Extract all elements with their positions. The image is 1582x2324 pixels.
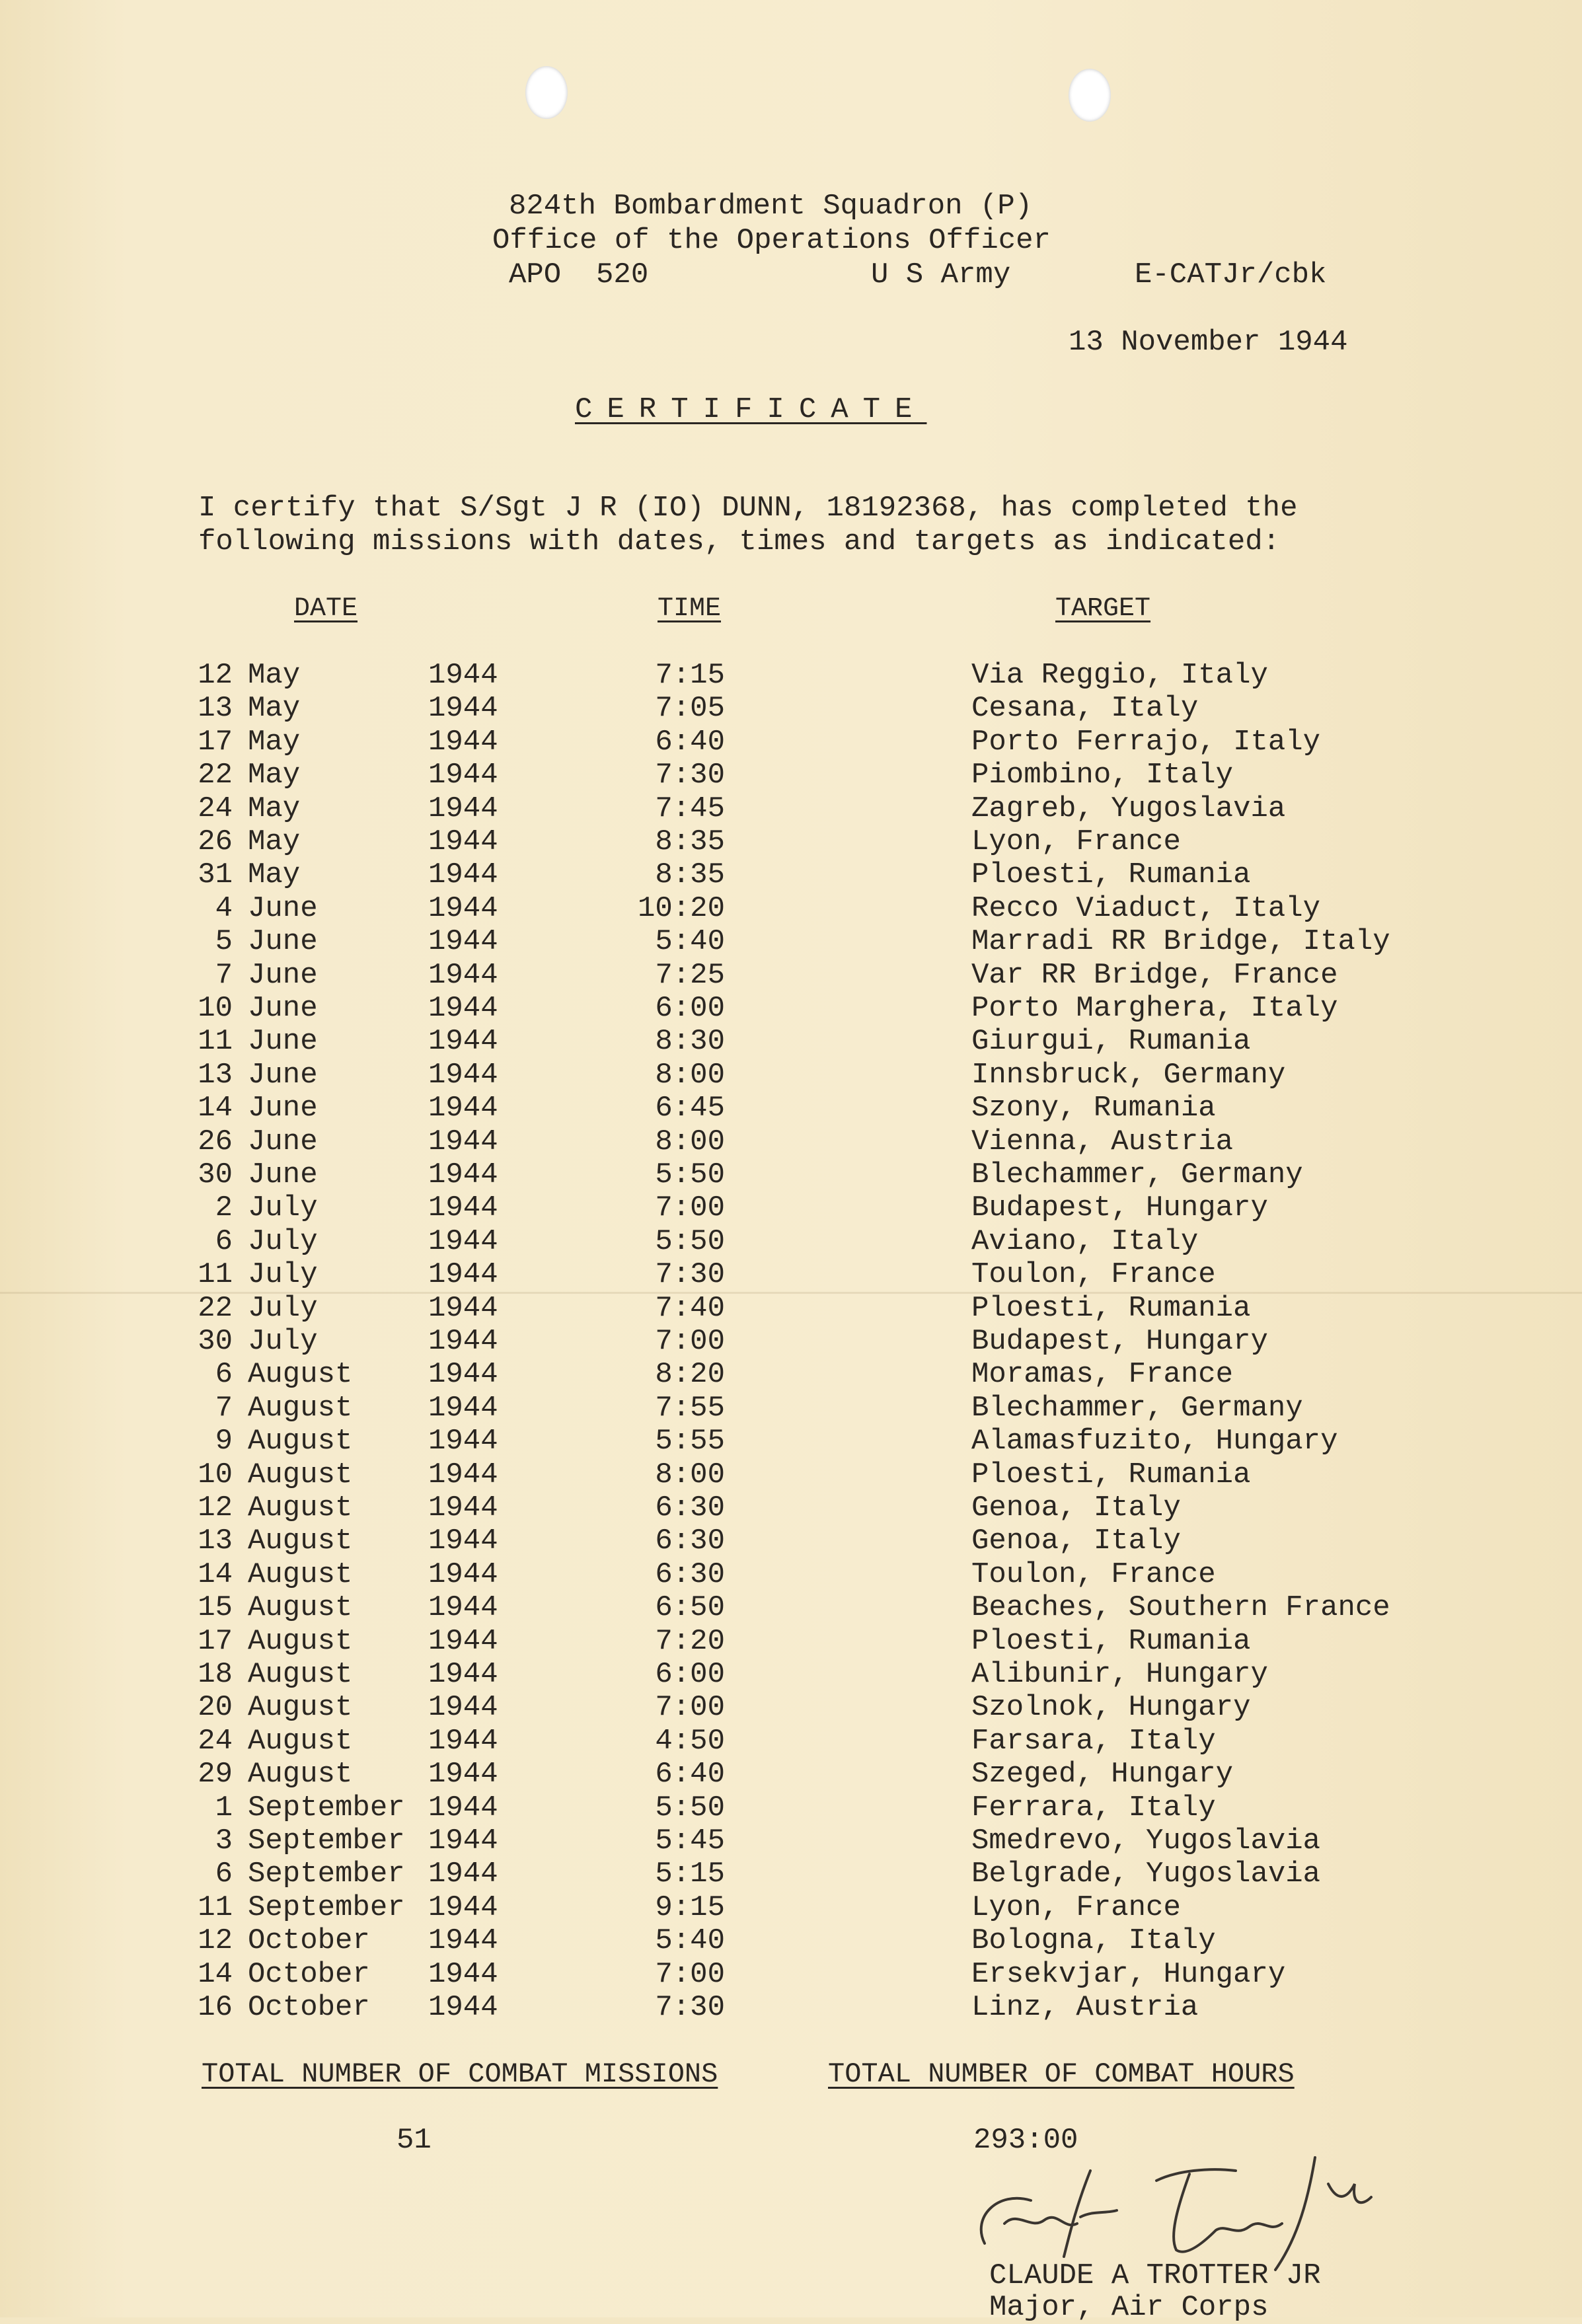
mission-day: 10 [198,992,233,1025]
signer-name: CLAUDE A TROTTER JR [989,2259,1321,2292]
mission-month: August [248,1691,353,1724]
mission-day: 30 [198,1325,233,1358]
mission-day: 4 [215,892,233,925]
mission-target: Ploesti, Rumania [971,1625,1251,1658]
mission-day: 13 [198,1524,233,1557]
mission-day: 11 [198,1258,233,1291]
mission-year: 1944 [428,892,498,925]
mission-time: 5:40 [655,925,725,958]
mission-target: Szolnok, Hungary [971,1691,1251,1724]
mission-month: June [248,1025,318,1058]
mission-month: July [248,1191,318,1224]
mission-target: Alibunir, Hungary [971,1658,1268,1691]
mission-month: May [248,792,301,825]
mission-year: 1944 [428,858,498,891]
mission-day: 24 [198,1725,233,1758]
mission-time: 9:15 [655,1891,725,1924]
mission-day: 3 [215,1824,233,1857]
mission-target: Marradi RR Bridge, Italy [971,925,1390,958]
mission-year: 1944 [428,659,498,692]
mission-year: 1944 [428,1225,498,1258]
mission-time: 7:30 [655,1991,725,2024]
mission-day: 16 [198,1991,233,2024]
mission-time: 8:00 [655,1059,725,1092]
mission-month: July [248,1258,318,1291]
mission-year: 1944 [428,1392,498,1425]
mission-year: 1944 [428,992,498,1025]
mission-day: 14 [198,1558,233,1591]
mission-time: 5:40 [655,1924,725,1957]
mission-target: Cesana, Italy [971,692,1199,725]
mission-time: 10:20 [637,892,725,925]
mission-day: 24 [198,792,233,825]
column-header-time: TIME [658,594,722,624]
mission-month: May [248,692,301,725]
office-name: Office of the Operations Officer [492,224,1051,257]
mission-month: June [248,1059,318,1092]
mission-month: May [248,858,301,891]
mission-time: 7:00 [655,1325,725,1358]
mission-time: 8:35 [655,858,725,891]
mission-target: Recco Viaduct, Italy [971,892,1321,925]
mission-day: 29 [198,1758,233,1791]
mission-target: Ersekvjar, Hungary [971,1958,1286,1991]
mission-day: 2 [215,1191,233,1224]
mission-target: Innsbruck, Germany [971,1059,1286,1092]
mission-target: Blechammer, Germany [971,1392,1303,1425]
mission-day: 22 [198,1292,233,1325]
mission-day: 17 [198,1625,233,1658]
mission-day: 7 [215,959,233,992]
mission-year: 1944 [428,1691,498,1724]
mission-year: 1944 [428,759,498,792]
mission-day: 11 [198,1891,233,1924]
mission-day: 7 [215,1392,233,1425]
mission-target: Ferrara, Italy [971,1791,1216,1824]
mission-target: Belgrade, Yugoslavia [971,1857,1321,1891]
mission-month: July [248,1292,318,1325]
mission-year: 1944 [428,1791,498,1824]
mission-day: 1 [215,1791,233,1824]
mission-year: 1944 [428,1758,498,1791]
mission-time: 6:00 [655,1658,725,1691]
mission-target: Moramas, France [971,1358,1234,1391]
mission-target: Genoa, Italy [971,1491,1181,1524]
mission-year: 1944 [428,1191,498,1224]
mission-target: Beaches, Southern France [971,1591,1390,1624]
mission-target: Szeged, Hungary [971,1758,1234,1791]
total-missions-label: TOTAL NUMBER OF COMBAT MISSIONS [202,2058,718,2090]
mission-target: Via Reggio, Italy [971,659,1268,692]
mission-target: Zagreb, Yugoslavia [971,792,1286,825]
mission-day: 6 [215,1857,233,1891]
mission-time: 8:20 [655,1358,725,1391]
mission-month: October [248,1958,370,1991]
mission-time: 6:40 [655,726,725,759]
mission-month: September [248,1791,405,1824]
mission-month: August [248,1758,353,1791]
mission-month: August [248,1358,353,1391]
mission-time: 5:45 [655,1824,725,1857]
mission-day: 15 [198,1591,233,1624]
signer-rank: Major, Air Corps [989,2291,1269,2324]
mission-time: 7:05 [655,692,725,725]
mission-year: 1944 [428,1857,498,1891]
mission-year: 1944 [428,1092,498,1125]
mission-year: 1944 [428,1725,498,1758]
mission-time: 7:00 [655,1191,725,1224]
mission-day: 11 [198,1025,233,1058]
mission-time: 7:25 [655,959,725,992]
mission-target: Ploesti, Rumania [971,858,1251,891]
mission-month: May [248,825,301,858]
mission-time: 6:00 [655,992,725,1025]
mission-time: 4:50 [655,1725,725,1758]
mission-time: 7:40 [655,1292,725,1325]
certification-text: I certify that S/Sgt J R (IO) DUNN, 18192368, has completed the following missions with dates, times and targets as indicated: [198,492,1298,558]
mission-time: 6:45 [655,1092,725,1125]
mission-month: August [248,1392,353,1425]
service-branch: U S Army [871,258,1011,291]
mission-target: Piombino, Italy [971,759,1234,792]
total-hours-value: 293:00 [973,2124,1078,2157]
mission-target: Lyon, France [971,1891,1181,1924]
mission-month: October [248,1924,370,1957]
mission-time: 6:30 [655,1491,725,1524]
mission-target: Szony, Rumania [971,1092,1216,1125]
mission-time: 8:00 [655,1125,725,1158]
mission-month: August [248,1725,353,1758]
mission-month: August [248,1524,353,1557]
mission-day: 18 [198,1658,233,1691]
mission-year: 1944 [428,925,498,958]
mission-month: May [248,726,301,759]
mission-month: September [248,1857,405,1891]
mission-day: 14 [198,1958,233,1991]
mission-month: September [248,1891,405,1924]
mission-target: Linz, Austria [971,1991,1199,2024]
mission-target: Budapest, Hungary [971,1191,1268,1224]
mission-month: May [248,759,301,792]
mission-month: August [248,1591,353,1624]
mission-target: Aviano, Italy [971,1225,1199,1258]
mission-time: 8:30 [655,1025,725,1058]
mission-target: Blechammer, Germany [971,1158,1303,1191]
mission-month: July [248,1225,318,1258]
mission-time: 5:50 [655,1225,725,1258]
mission-time: 6:30 [655,1558,725,1591]
mission-year: 1944 [428,1958,498,1991]
mission-day: 26 [198,1125,233,1158]
mission-month: October [248,1991,370,2024]
mission-day: 12 [198,659,233,692]
mission-time: 7:20 [655,1625,725,1658]
mission-target: Bologna, Italy [971,1924,1216,1957]
mission-target: Alamasfuzito, Hungary [971,1425,1338,1458]
mission-year: 1944 [428,1991,498,2024]
mission-year: 1944 [428,1524,498,1557]
mission-day: 13 [198,692,233,725]
mission-year: 1944 [428,792,498,825]
mission-year: 1944 [428,1625,498,1658]
mission-target: Smedrevo, Yugoslavia [971,1824,1321,1857]
document-title: CERTIFICATE [575,393,927,426]
mission-year: 1944 [428,1891,498,1924]
mission-target: Vienna, Austria [971,1125,1234,1158]
mission-year: 1944 [428,1425,498,1458]
mission-target: Porto Marghera, Italy [971,992,1338,1025]
mission-year: 1944 [428,1924,498,1957]
mission-year: 1944 [428,1059,498,1092]
reference-code: E-CATJr/cbk [1135,258,1327,291]
mission-year: 1944 [428,1358,498,1391]
mission-day: 5 [215,925,233,958]
mission-day: 13 [198,1059,233,1092]
mission-time: 6:30 [655,1524,725,1557]
mission-year: 1944 [428,726,498,759]
mission-month: June [248,1158,318,1191]
mission-year: 1944 [428,1558,498,1591]
mission-year: 1944 [428,1658,498,1691]
mission-target: Lyon, France [971,825,1181,858]
mission-time: 5:15 [655,1857,725,1891]
mission-year: 1944 [428,1125,498,1158]
mission-year: 1944 [428,1591,498,1624]
punch-hole-right [1069,69,1111,122]
mission-time: 5:55 [655,1425,725,1458]
mission-time: 7:00 [655,1691,725,1724]
mission-year: 1944 [428,825,498,858]
mission-target: Porto Ferrajo, Italy [971,726,1321,759]
column-header-target: TARGET [1055,594,1151,624]
mission-month: June [248,925,318,958]
mission-month: July [248,1325,318,1358]
apo-number: APO 520 [509,258,649,291]
mission-target: Toulon, France [971,1258,1216,1291]
column-header-date: DATE [294,594,358,624]
mission-time: 6:40 [655,1758,725,1791]
mission-year: 1944 [428,959,498,992]
mission-month: August [248,1425,353,1458]
mission-year: 1944 [428,1258,498,1291]
mission-day: 22 [198,759,233,792]
mission-target: Budapest, Hungary [971,1325,1268,1358]
mission-day: 30 [198,1158,233,1191]
mission-day: 9 [215,1425,233,1458]
mission-time: 5:50 [655,1791,725,1824]
mission-day: 14 [198,1092,233,1125]
mission-target: Giurgui, Rumania [971,1025,1251,1058]
mission-year: 1944 [428,1158,498,1191]
mission-time: 8:35 [655,825,725,858]
mission-day: 6 [215,1358,233,1391]
mission-month: June [248,1125,318,1158]
mission-day: 12 [198,1491,233,1524]
mission-month: May [248,659,301,692]
mission-time: 5:50 [655,1158,725,1191]
mission-time: 7:45 [655,792,725,825]
mission-time: 7:55 [655,1392,725,1425]
mission-time: 7:30 [655,1258,725,1291]
mission-month: June [248,1092,318,1125]
mission-month: June [248,992,318,1025]
mission-day: 31 [198,858,233,891]
mission-day: 12 [198,1924,233,1957]
mission-target: Farsara, Italy [971,1725,1216,1758]
mission-month: June [248,959,318,992]
mission-time: 7:15 [655,659,725,692]
total-missions-value: 51 [396,2124,432,2157]
mission-year: 1944 [428,1458,498,1491]
mission-year: 1944 [428,1824,498,1857]
mission-year: 1944 [428,692,498,725]
mission-month: August [248,1558,353,1591]
mission-target: Ploesti, Rumania [971,1292,1251,1325]
mission-time: 6:50 [655,1591,725,1624]
mission-year: 1944 [428,1491,498,1524]
mission-month: June [248,892,318,925]
mission-day: 10 [198,1458,233,1491]
mission-time: 8:00 [655,1458,725,1491]
mission-target: Toulon, France [971,1558,1216,1591]
unit-name: 824th Bombardment Squadron (P) [509,190,1033,223]
mission-day: 17 [198,726,233,759]
mission-month: August [248,1625,353,1658]
mission-month: August [248,1491,353,1524]
mission-day: 20 [198,1691,233,1724]
mission-month: September [248,1824,405,1857]
mission-target: Ploesti, Rumania [971,1458,1251,1491]
mission-day: 26 [198,825,233,858]
mission-day: 6 [215,1225,233,1258]
mission-year: 1944 [428,1325,498,1358]
mission-year: 1944 [428,1025,498,1058]
mission-target: Var RR Bridge, France [971,959,1338,992]
mission-month: August [248,1658,353,1691]
punch-hole-left [525,66,568,119]
mission-year: 1944 [428,1292,498,1325]
mission-time: 7:00 [655,1958,725,1991]
mission-time: 7:30 [655,759,725,792]
document-date: 13 November 1944 [1069,326,1348,359]
mission-month: August [248,1458,353,1491]
handwritten-signature [958,2144,1421,2276]
paper-fold [0,1292,1582,1294]
mission-target: Genoa, Italy [971,1524,1181,1557]
total-hours-label: TOTAL NUMBER OF COMBAT HOURS [828,2058,1295,2090]
